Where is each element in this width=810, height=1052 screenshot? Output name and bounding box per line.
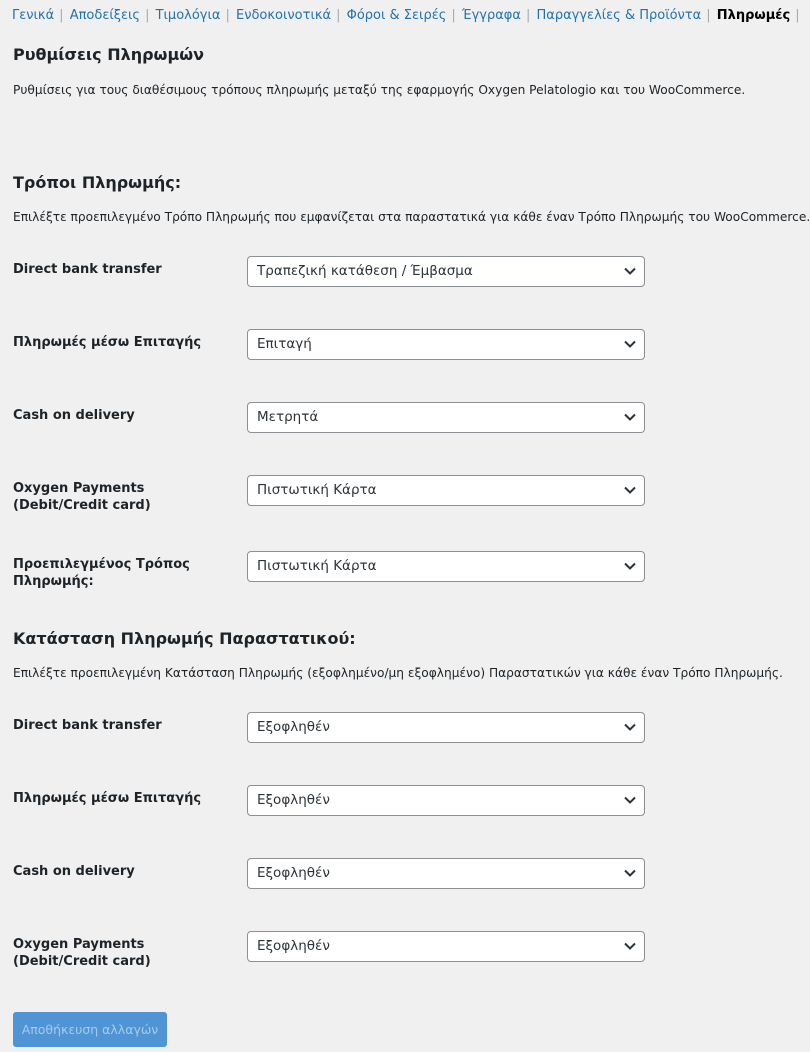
method-select-cod[interactable]: [247, 402, 645, 433]
status-select-oxygen-payments[interactable]: [247, 931, 645, 962]
method-label-cheque: Πληρωμές μέσω Επιταγής: [13, 335, 202, 350]
status-label-cod: Cash on delivery: [13, 864, 135, 879]
methods-section-description: Επιλέξτε προεπιλεγμένο Τρόπο Πληρωμής που εμφανίζεται στα παραστατικά για κάθε έναν Τρόπο Πληρωμής του WooCommerce.: [13, 210, 810, 224]
tab-invoices[interactable]: Τιμολόγια: [155, 8, 221, 23]
select-value: Εξοφληθέν: [257, 865, 330, 881]
methods-section-title: Τρόποι Πληρωμής:: [13, 173, 182, 192]
chevron-down-icon: [624, 723, 636, 731]
page-title: Ρυθμίσεις Πληρωμών: [13, 45, 205, 64]
select-value: Τραπεζική κατάθεση / Έμβασμα: [257, 263, 473, 279]
tab-orders-products[interactable]: Παραγγελίες & Προϊόντα: [536, 8, 702, 23]
select-value: Εξοφληθέν: [257, 938, 330, 954]
chevron-down-icon: [624, 869, 636, 877]
method-label-bank-transfer: Direct bank transfer: [13, 262, 162, 277]
method-select-oxygen-payments[interactable]: [247, 475, 645, 506]
chevron-down-icon: [624, 942, 636, 950]
status-label-oxygen-payments: [13, 936, 213, 970]
tab-separator: |: [225, 8, 230, 23]
tab-separator: |: [336, 8, 341, 23]
settings-tabs: [12, 8, 802, 24]
status-section-title: Κατάσταση Πληρωμής Παραστατικού:: [13, 629, 356, 648]
status-select-bank-transfer[interactable]: [247, 712, 645, 743]
label-line: Oxygen Payments: [13, 481, 145, 496]
status-label-cheque: Πληρωμές μέσω Επιταγής: [13, 791, 202, 806]
chevron-down-icon: [624, 562, 636, 570]
select-value: Εξοφληθέν: [257, 792, 330, 808]
tab-taxes-series[interactable]: Φόροι & Σειρές: [346, 8, 447, 23]
status-section-description: Επιλέξτε προεπιλεγμένη Κατάσταση Πληρωμής (εξοφλημένο/μη εξοφλημένο) Παραστατικών για κάθε έναν Τρόπο Πληρωμής.: [13, 666, 783, 680]
label-line: Oxygen Payments: [13, 937, 145, 952]
method-select-cheque[interactable]: [247, 329, 645, 360]
tab-payments[interactable]: Πληρωμές: [716, 8, 791, 23]
page-description: Ρυθμίσεις για τους διαθέσιμους τρόπους πληρωμής μεταξύ της εφαρμογής Oxygen Pelatologio και του WooCommerce.: [13, 83, 746, 97]
method-label-oxygen-payments: [13, 480, 213, 514]
status-label-bank-transfer: Direct bank transfer: [13, 718, 162, 733]
method-select-bank-transfer[interactable]: [247, 256, 645, 287]
select-value: Πιστωτική Κάρτα: [257, 482, 377, 498]
tab-separator: |: [145, 8, 150, 23]
chevron-down-icon: [624, 796, 636, 804]
tab-separator: |: [451, 8, 456, 23]
chevron-down-icon: [624, 267, 636, 275]
chevron-down-icon: [624, 486, 636, 494]
label-line: Προεπιλεγμένος Τρόπος: [13, 557, 190, 572]
status-select-cod[interactable]: [247, 858, 645, 889]
tab-general[interactable]: Γενικά: [12, 8, 55, 23]
chevron-down-icon: [624, 340, 636, 348]
label-line: (Debit/Credit card): [13, 498, 151, 513]
save-changes-button[interactable]: Αποθήκευση αλλαγών: [13, 1012, 167, 1047]
tab-intra-community[interactable]: Ενδοκοινοτικά: [236, 8, 332, 23]
status-select-cheque[interactable]: [247, 785, 645, 816]
tab-receipts[interactable]: Αποδείξεις: [69, 8, 141, 23]
select-value: Μετρητά: [257, 409, 319, 425]
tab-separator: |: [795, 8, 800, 23]
label-line: Πληρωμής:: [13, 574, 94, 589]
label-line: (Debit/Credit card): [13, 954, 151, 969]
method-label-cod: Cash on delivery: [13, 408, 135, 423]
select-value: Επιταγή: [257, 336, 312, 352]
tab-separator: |: [525, 8, 531, 23]
tab-documents[interactable]: Έγγραφα: [461, 8, 521, 23]
tab-separator: |: [59, 8, 64, 23]
chevron-down-icon: [624, 413, 636, 421]
select-value: Πιστωτική Κάρτα: [257, 558, 377, 574]
tab-separator: |: [706, 8, 711, 23]
method-select-default[interactable]: [247, 551, 645, 582]
select-value: Εξοφληθέν: [257, 719, 330, 735]
method-label-default: [13, 556, 213, 590]
